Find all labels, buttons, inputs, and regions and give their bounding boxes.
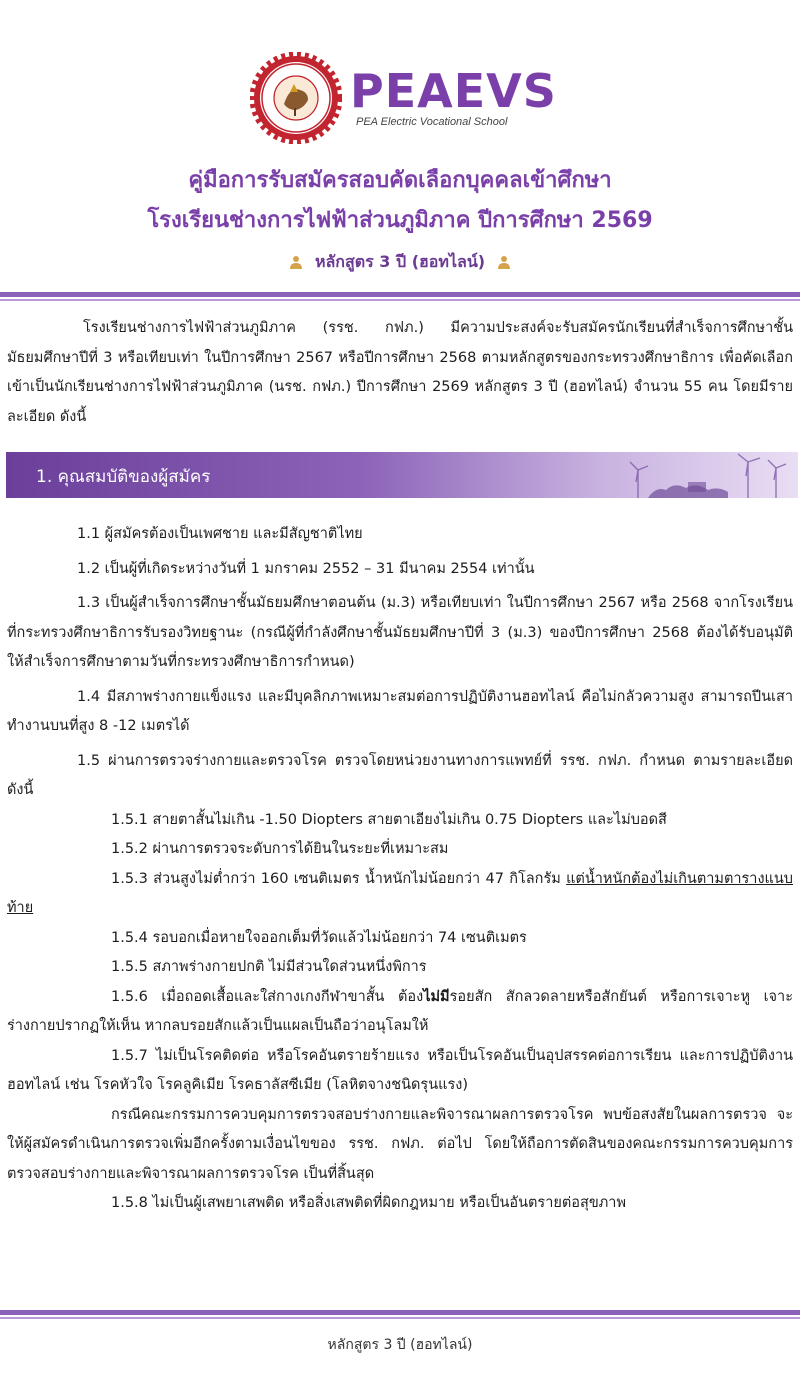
page-title-line2: โรงเรียนช่างการไฟฟ้าส่วนภูมิภาค ปีการศึกษา 2569 <box>147 208 653 233</box>
intro-text: โรงเรียนช่างการไฟฟ้าส่วนภูมิภาค (รรช. กฟภ.) มีความประสงค์จะรับสมัครนักเรียนที่สำเร็จการศึกษาชั้นมัธยมศึกษาปีที่ 3 หรือเทียบเท่า ในปีการศึกษา 2567 หรือปีการศึกษา 2568 ตามหลักสูตรของกระทรวงศึกษาธิการ เพื่อคัดเลือกเข้าเป็นนักเรียนช่างการไฟฟ้าส่วนภูมิภาค (นรช. กฟภ.) ปีการศึกษา 2569 หลักสูตร 3 ปี (ฮอทไลน์) จำนวน 55 คน โดยมีรายละเอียด ดังนี้ <box>7 320 793 425</box>
committee-paragraph: กรณีคณะกรรมการควบคุมการตรวจสอบร่างกายและพิจารณาผลการตรวจโรค พบข้อสงสัยในผลการตรวจ จะให้ผู้สมัครดำเนินการตรวจเพิ่มอีกครั้งตามเงื่อนไขของ รรช. กฟภ. ต่อไป โดยให้ถือการตัดสินของคณะกรรมการควบคุมการตรวจสอบร่างกายและพิจารณาผลการตรวจโรค เป็นที่สิ้นสุด <box>7 1106 793 1182</box>
item-1-5-3-text: 1.5.3 ส่วนสูงไม่ต่ำกว่า 160 เซนติเมตร น้ำหนักไม่น้อยกว่า 47 กิโลกรัม <box>111 870 567 887</box>
qualifications-list <box>7 520 793 1219</box>
item-1-5-8: 1.5.8 ไม่เป็นผู้เสพยาเสพติด หรือสิ่งเสพติดที่ผิดกฎหมาย หรือเป็นอันตรายต่อสุขภาพ <box>111 1195 626 1211</box>
footer-label: หลักสูตร 3 ปี (ฮอทไลน์) <box>327 1337 473 1353</box>
person-icon <box>289 255 303 269</box>
item-1-3: 1.3 เป็นผู้สำเร็จการศึกษาชั้นมัธยมศึกษาตอนต้น (ม.3) หรือเทียบเท่า ในปีการศึกษา 2567 หรือ 2568 จากโรงเรียนที่กระทรวงศึกษาธิการรับรองวิทยฐานะ (กรณีผู้ที่กำลังศึกษาชั้นมัธยมศึกษาปีที่ 3 (ม.3) ของปีการศึกษา 2568 ต้องได้รับอนุมัติให้สำเร็จการศึกษาตามวันที่กระทรวงศึกษาธิการกำหนด) <box>7 595 793 670</box>
wind-turbine-decor <box>598 452 798 498</box>
footer-divider <box>0 1310 800 1319</box>
item-1-5-1: 1.5.1 สายตาสั้นไม่เกิน -1.50 Diopters สายตาเอียงไม่เกิน 0.75 Diopters และไม่บอดสี <box>111 811 667 828</box>
item-1-4: 1.4 มีสภาพร่างกายแข็งแรง และมีบุคลิกภาพเหมาะสมต่อการปฏิบัติงานฮอทไลน์ คือไม่กลัวความสูง สามารถปีนเสาทำงานบนที่สูง 8 -12 เมตรได้ <box>7 688 793 734</box>
item-1-5-5: 1.5.5 สภาพร่างกายปกติ ไม่มีส่วนใดส่วนหนึ่งพิการ <box>111 959 427 975</box>
intro-paragraph <box>7 314 793 432</box>
school-seal-icon <box>250 52 342 144</box>
item-1-5-3 <box>7 865 793 924</box>
page-title-line1: คู่มือการรับสมัครสอบคัดเลือกบุคคลเข้าศึกษา <box>188 168 612 193</box>
course-label: หลักสูตร 3 ปี (ฮอทไลน์) <box>314 252 486 271</box>
item-1-1: 1.1 ผู้สมัครต้องเป็นเพศชาย และมีสัญชาติไทย <box>77 526 363 542</box>
brand-subtitle: PEA Electric Vocational School <box>356 116 508 128</box>
item-1-2: 1.2 เป็นผู้ที่เกิดระหว่างวันที่ 1 มกราคม 2552 – 31 มีนาคม 2554 เท่านั้น <box>77 560 535 577</box>
item-1-5-2: 1.5.2 ผ่านการตรวจระดับการได้ยินในระยะที่เหมาะสม <box>111 841 449 857</box>
header-divider <box>0 292 800 301</box>
item-1-5-6-text: 1.5.6 เมื่อถอดเสื้อและใส่กางเกงกีฬาขาสั้น ต้อง <box>111 988 424 1005</box>
item-1-5-4: 1.5.4 รอบอกเมื่อหายใจออกเต็มที่วัดแล้วไม่น้อยกว่า 74 เซนติเมตร <box>111 929 527 946</box>
item-1-5-6-rest: รอยสัก สักลวดลายหรือสักยันต์ หรือการเจาะหู เจาะร่างกายปรากฏให้เห็น หากลบรอยสักแล้วเป็นแผลเป็นถือว่าอนุโลมให้ <box>7 988 793 1034</box>
course-subtitle <box>0 250 800 275</box>
section-heading: 1. คุณสมบัติของผู้สมัคร <box>36 467 211 487</box>
item-1-5-3-underlined: แต่น้ำหนักต้องไม่เกินตามตารางแนบท้าย <box>7 870 793 916</box>
section-banner <box>6 452 798 498</box>
person-icon <box>497 255 511 269</box>
item-1-5: 1.5 ผ่านการตรวจร่างกายและตรวจโรค ตรวจโดยหน่วยงานทางการแพทย์ที่ รรช. กฟภ. กำหนด ตามรายละเอียดดังนี้ <box>7 752 793 798</box>
header-logo <box>250 52 570 144</box>
item-1-5-7: 1.5.7 ไม่เป็นโรคติดต่อ หรือโรคอันตรายร้ายแรง หรือเป็นโรคอันเป็นอุปสรรคต่อการเรียน และการปฏิบัติงานฮอทไลน์ เช่น โรคหัวใจ โรคลูคิเมีย โรคธาลัสซีเมีย (โลหิตจางชนิดรุนแรง) <box>7 1047 793 1093</box>
brand-name: PEAEVS <box>350 64 557 118</box>
item-1-5-6 <box>7 983 793 1042</box>
item-1-5-6-bold: ไม่มี <box>423 988 450 1005</box>
